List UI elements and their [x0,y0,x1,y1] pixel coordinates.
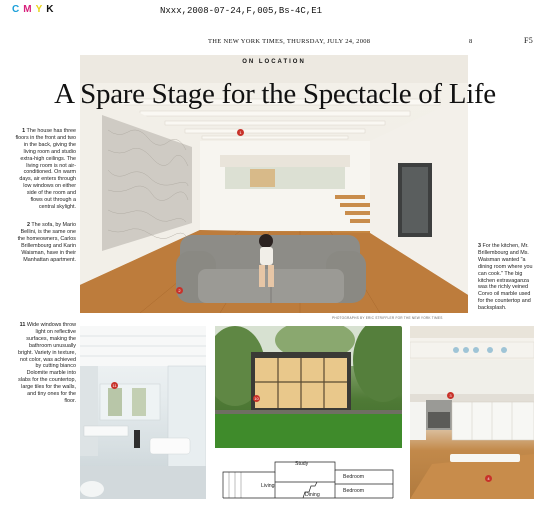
caption-number: 11 [19,322,26,328]
caption-text: The sofa, by Mario Bellini, is the same one the homeowners, Carlos Brillembourg and Karin Waisman, have in their Manhattan apartment. [17,222,76,263]
section-label: ON LOCATION [242,59,306,65]
plan-label-bedroom-upper: Bedroom [343,474,365,480]
caption-number: 3 [478,243,481,249]
caption-text: The house has three floors in the front and two in the back, giving the living room and studio extra-high ceilings. The living room is not air-conditioned. On warm days, air enters through low windows on either side of the room and flows out through a central skylight. [15,128,76,210]
marker-2: 2 [176,287,183,294]
photo-credit: PHOTOGRAPHS BY ERIC STRIFFLER FOR THE NEW YORK TIMES [332,316,443,320]
marker-4: 4 [485,475,492,482]
cmyk-letter-k: K [46,4,58,15]
photo-kitchen [410,326,534,499]
marker-1: 1 [237,129,244,136]
cmyk-letter-y: Y [35,4,47,15]
kitchen-illustration [410,326,534,499]
cmyk-letter-m: M [23,4,36,15]
plan-label-living: Living [261,483,275,489]
caption-text: Wide windows throw light on reflective surfaces, making the bathroom unusually bright. Variety in texture, not color, was achieved by cutting bianco Dolomite marble into slabs for the countertop, large tiles for the walls, and tiny ones for the floor. [17,322,76,404]
garden-illustration [215,326,402,448]
photo-bathroom [80,326,206,499]
plan-label-study: Study [295,461,309,467]
caption-text: For the kitchen, Mr. Brillembourg and Ms. Waisman wanted "a dining room where you can cook." The big kitchen extravaganza was the richly veined Corvo oil marble used for the countertop and backsplash. [478,243,533,312]
folio-line: THE NEW YORK TIMES, THURSDAY, JULY 24, 2008 [208,38,371,45]
bathroom-illustration [80,326,206,499]
headline: A Spare Stage for the Spectacle of Life [54,78,496,110]
caption-3 [478,243,536,312]
marker-3: 3 [447,392,454,399]
print-slug: Nxxx,2008-07-24,F,005,Bs-4C,E1 [160,6,323,16]
marker-11: 11 [112,383,117,388]
plan-label-bedroom-lower: Bedroom [343,488,365,494]
cmyk-registration-marks [12,4,57,15]
section-page: F5 [524,36,534,45]
photo-garden-studio [215,326,402,448]
cmyk-letter-c: C [12,4,24,15]
plan-label-dining: Dining [305,492,320,498]
caption-number: 1 [22,128,26,134]
floor-plan-diagram [215,452,402,502]
marker-10: 10 [254,396,259,401]
caption-11 [14,322,76,405]
caption-1 [14,128,76,211]
page-number: 8 [469,38,473,45]
caption-2 [14,222,76,263]
caption-number: 2 [26,222,30,228]
